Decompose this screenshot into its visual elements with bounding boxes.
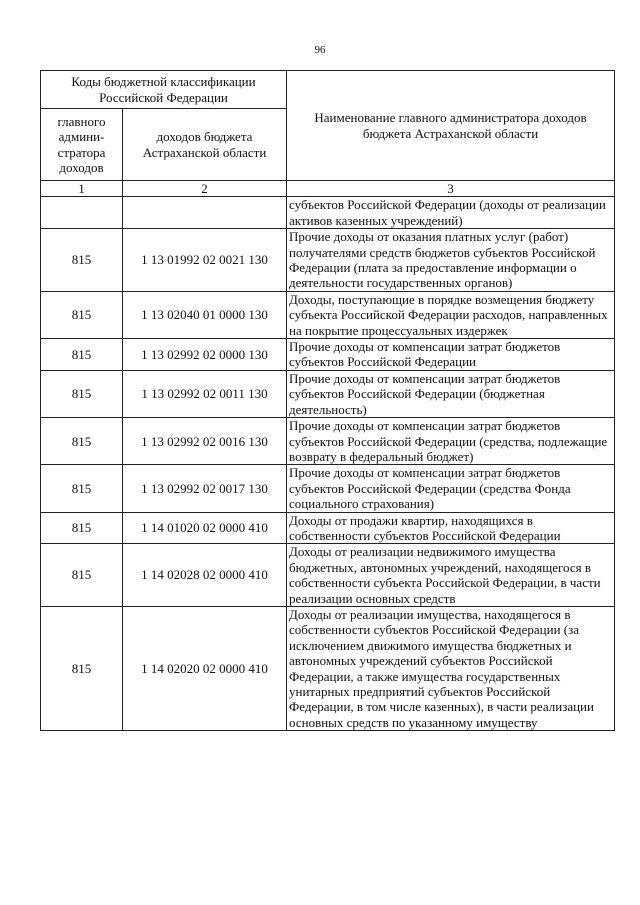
revenue-code-cell: 1 13 01992 02 0021 130 [123,229,287,292]
revenue-name-cell: Прочие доходы от компенсации затрат бюджетов субъектов Российской Федерации (бюджетная деятельность) [287,370,615,417]
table-row [41,197,615,229]
revenue-code-cell: 1 13 02992 02 0000 130 [123,339,287,371]
admin-code-cell: 815 [41,229,123,292]
codes-group-header: Коды бюджетной классификации Российской Федерации [41,71,287,109]
admin-code-cell: 815 [41,512,123,544]
name-column-header: Наименование главного администратора доходов бюджета Астраханской области [287,71,615,181]
revenue-name-cell: Прочие доходы от оказания платных услуг (работ) получателями средств бюджетов субъектов Российской Федерации (плата за предоставление информации о деятельности государственных органов) [287,229,615,292]
revenue-name-cell: Прочие доходы от компенсации затрат бюджетов субъектов Российской Федерации [287,339,615,371]
column-number-3: 3 [287,181,615,197]
admin-code-cell: 815 [41,544,123,607]
admin-code-cell: 815 [41,606,123,730]
revenue-code-cell [123,197,287,229]
admin-code-cell: 815 [41,291,123,338]
admin-code-cell: 815 [41,465,123,512]
table-row [41,465,615,512]
revenue-name-cell: Доходы от реализации недвижимого имущества бюджетных, автономных учреждений, находящегося в собственности субъекта Российской Федерации, в части реализации основных средств [287,544,615,607]
page-number: 96 [314,44,326,56]
revenue-code-cell: 1 14 02028 02 0000 410 [123,544,287,607]
revenue-name-cell: Доходы, поступающие в порядке возмещения бюджету субъекта Российской Федерации расходов, направленных на покрытие процессуальных издержек [287,291,615,338]
admin-code-cell: 815 [41,370,123,417]
revenue-code-cell: 1 13 02040 01 0000 130 [123,291,287,338]
table-row [41,370,615,417]
admin-code-cell [41,197,123,229]
budget-classification-table [40,70,615,731]
revenue-name-cell: Доходы от продажи квартир, находящихся в собственности субъектов Российской Федерации [287,512,615,544]
revenue-name-cell: субъектов Российской Федерации (доходы от реализации активов казенных учреждений) [287,197,615,229]
column-number-1: 1 [41,181,123,197]
table-row [41,544,615,607]
revenue-code-cell: 1 13 02992 02 0016 130 [123,418,287,465]
table-row [41,418,615,465]
table-row [41,512,615,544]
revenue-name-cell: Прочие доходы от компенсации затрат бюджетов субъектов Российской Федерации (средства, подлежащие возврату в федеральный бюджет) [287,418,615,465]
revenue-code-cell: 1 14 02020 02 0000 410 [123,606,287,730]
admin-code-cell: 815 [41,339,123,371]
table-row [41,339,615,371]
table-row [41,229,615,292]
revenue-name-cell: Доходы от реализации имущества, находящегося в собственности субъектов Российской Федерации (за исключением движимого имущества бюджетных и автономных учреждений субъектов Российской Федерации, а также имущества государственных унитарных предприятий субъектов Российской Федерации, в том числе казенных), в части реализации основных средств по указанному имуществу [287,606,615,730]
admin-column-header: главного админи-стратора доходов [41,109,123,181]
column-number-2: 2 [123,181,287,197]
table-row [41,291,615,338]
revenue-code-column-header: доходов бюджета Астраханской области [123,109,287,181]
admin-code-cell: 815 [41,418,123,465]
revenue-code-cell: 1 13 02992 02 0011 130 [123,370,287,417]
revenue-code-cell: 1 14 01020 02 0000 410 [123,512,287,544]
revenue-name-cell: Прочие доходы от компенсации затрат бюджетов субъектов Российской Федерации (средства Фонда социального страхования) [287,465,615,512]
revenue-code-cell: 1 13 02992 02 0017 130 [123,465,287,512]
table-row [41,606,615,730]
